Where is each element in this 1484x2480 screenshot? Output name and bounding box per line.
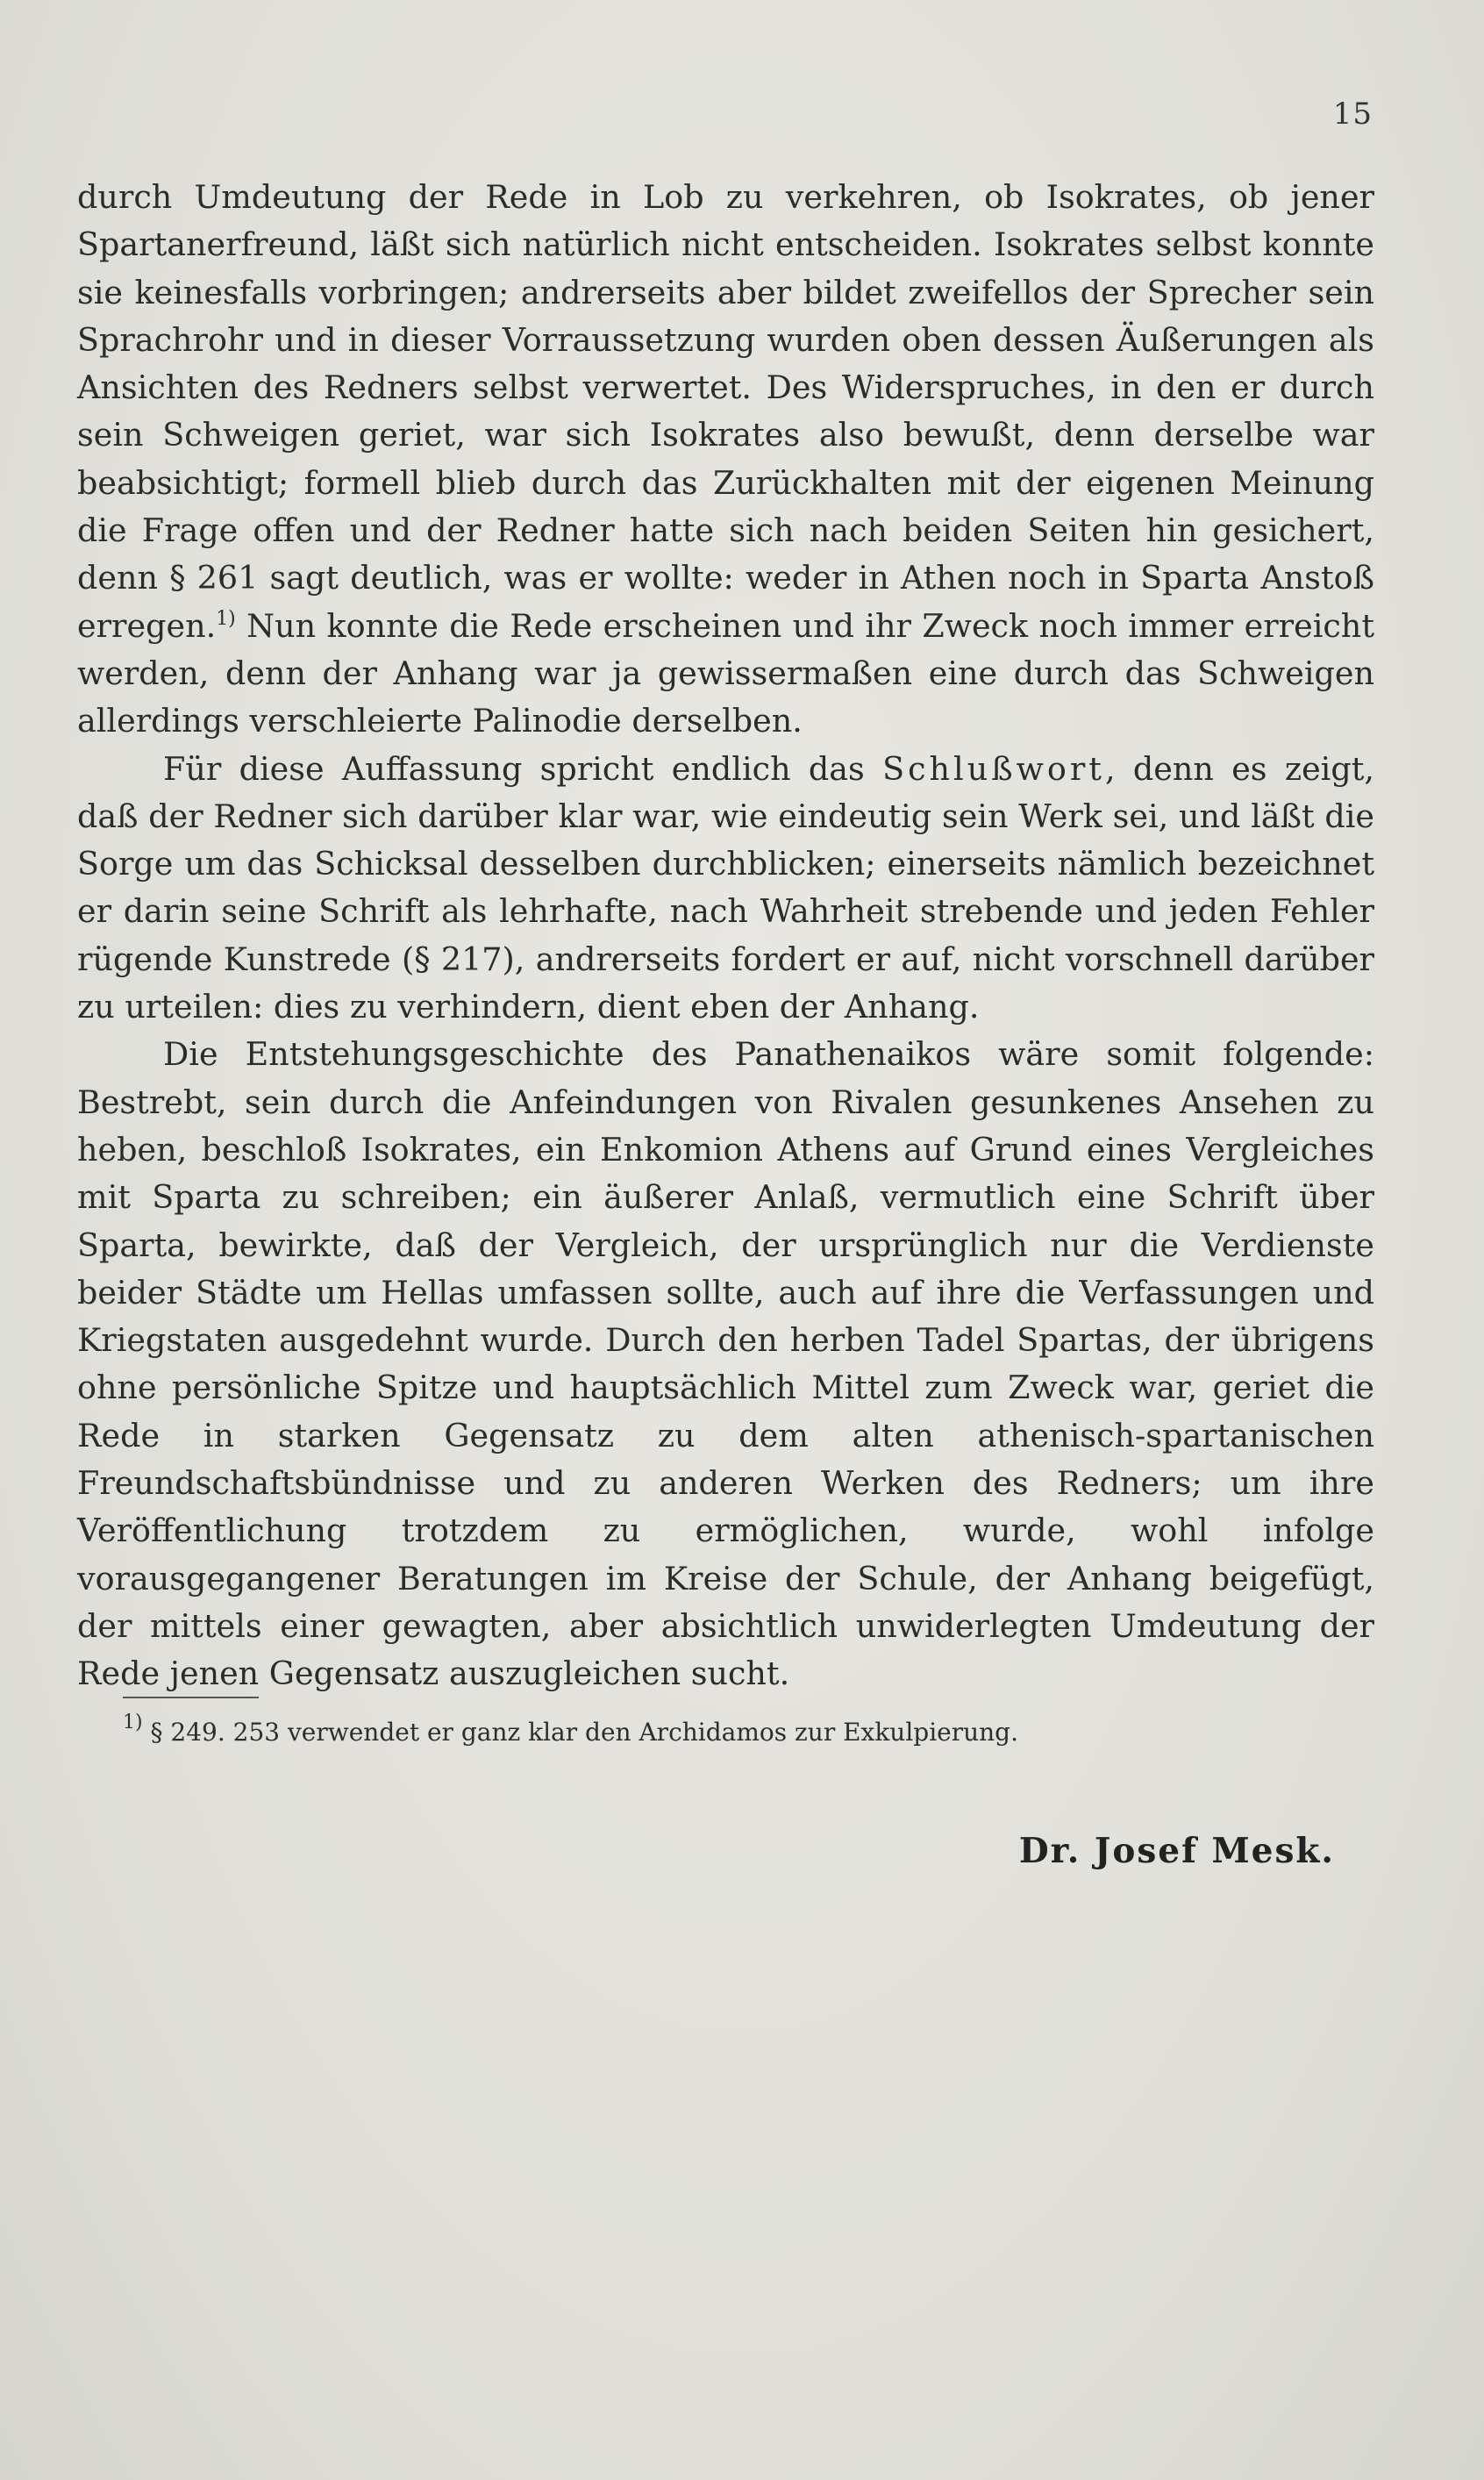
paragraph-3-text: Die Entstehungsgeschichte des Panathenaikos wäre somit folgende: Bestrebt, sein durch die Anfeindungen von Rivalen gesunkenes Ansehen zu heben, beschloß Isokrates, ein Enkomion Athens auf Grund eines Vergleiches mit Sparta zu schreiben; ein äußerer Anlaß, vermutlich eine Schrift über Sparta, bewirkte, daß der Vergleich, der ursprünglich nur die Verdienste beider Städte um Hellas umfassen sollte, auch auf ihre die Verfassungen und Kriegstaten ausgedehnt wurde. Durch den herben Tadel Spartas, der übrigens ohne persönliche Spitze und hauptsächlich Mittel zum Zweck war, geriet die Rede in starken Gegensatz zu dem alten athenisch-spartanischen Freundschaftsbündnisse und zu anderen Werken des Redners; um ihre Veröffentlichung trotzdem zu ermöglichen, wurde, wohl infolge vorausgegangener Beratungen im Kreise der Schule, der Anhang beigefügt, der mittels einer gewagten, aber absichtlich unwiderlegten Umdeutung der Rede jenen Gegensatz auszugleichen sucht. bbox=[77, 1035, 1374, 1693]
emphasized-word: Schlußwort bbox=[882, 749, 1105, 788]
paragraph-3 bbox=[77, 1031, 1374, 1697]
author-signature: Dr. Josef Mesk. bbox=[1018, 1831, 1335, 1871]
page-number: 15 bbox=[1332, 96, 1373, 132]
paragraph-1-text-b: Nun konnte die Rede erscheinen und ihr Zweck noch immer erreicht werden, denn der Anhang war ja gewissermaßen eine durch das Schweigen allerdings verschleierte Palinodie derselben. bbox=[77, 606, 1374, 740]
footnote-marker: 1) bbox=[123, 1712, 143, 1733]
footnote-text: § 249. 253 verwendet er ganz klar den Archidamos zur Exkulpierung. bbox=[142, 1718, 1019, 1747]
paragraph-1-text-a: durch Umdeutung der Rede in Lob zu verkehren, ob Isokrates, ob jener Spartanerfreund, läßt sich natürlich nicht entscheiden. Isokrates selbst konnte sie keinesfalls vorbringen; andrerseits aber bildet zweifellos der Sprecher sein Sprachrohr und in dieser Vorraussetzung wurden oben dessen Äußerungen als Ansichten des Redners selbst verwertet. Des Widerspruches, in den er durch sein Schweigen geriet, war sich Isokrates also bewußt, denn derselbe war beabsichtigt; formell blieb durch das Zurückhalten mit der eigenen Meinung die Frage offen und der Redner hatte sich nach beiden Seiten hin gesichert, denn § 261 sagt deutlich, was er wollte: weder in Athen noch in Sparta Anstoß erregen. bbox=[77, 178, 1374, 645]
footnote bbox=[123, 1712, 1019, 1750]
footnote-divider bbox=[123, 1697, 259, 1698]
paragraph-1 bbox=[77, 174, 1374, 746]
footnote-reference: 1) bbox=[216, 607, 236, 630]
paragraph-2-text-b: , denn es zeigt, daß der Redner sich darüber klar war, wie eindeutig sein Werk sei, und läßt die Sorge um das Schicksal desselben durchblicken; einerseits nämlich bezeichnet er darin seine Schrift als lehrhafte, nach Wahrheit strebende und jeden Fehler rügende Kunstrede (§ 217), andrerseits fordert er auf, nicht vorschnell darüber zu urteilen: dies zu verhindern, dient eben der Anhang. bbox=[77, 749, 1374, 1026]
paragraph-2-text-a: Für diese Auffassung spricht endlich das bbox=[163, 749, 883, 788]
paragraph-2 bbox=[77, 746, 1374, 1032]
body-text bbox=[77, 174, 1374, 1698]
